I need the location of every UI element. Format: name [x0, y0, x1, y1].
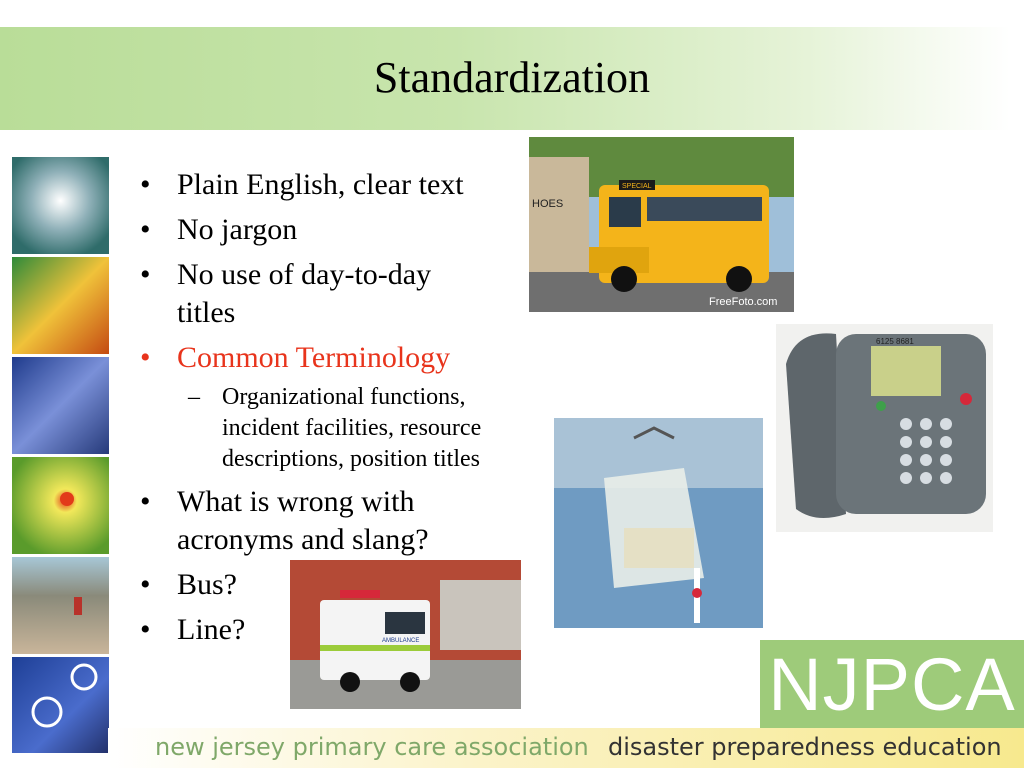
svg-text:6125 8681: 6125 8681 — [876, 337, 914, 346]
iv-bag-photo — [554, 418, 763, 628]
bullet-item: • No use of day-to-day titles — [140, 258, 432, 329]
sub-bullet-item: – Organizational functions, incident facilities, resource descriptions, position titles — [188, 384, 482, 472]
svg-text:FreeFoto.com: FreeFoto.com — [709, 296, 778, 308]
bullet-item-highlighted: • Common Terminology — [140, 341, 451, 374]
bullet-item: • What is wrong with acronyms and slang? — [140, 485, 429, 556]
bullet-item: • Plain English, clear text — [140, 168, 464, 201]
slide-title: Standardization — [373, 53, 651, 102]
bullet-item: • Bus? — [140, 568, 237, 601]
school-bus-photo — [529, 137, 794, 312]
lab-tubes-tile — [12, 257, 109, 354]
svg-text:SPECIAL: SPECIAL — [622, 183, 652, 190]
hurricane-tile — [12, 157, 109, 254]
computer-tile — [12, 357, 109, 454]
bullet-list — [140, 166, 520, 384]
target-tile — [12, 457, 109, 554]
footer-program: disaster preparedness education — [608, 733, 1002, 761]
svg-text:HOES: HOES — [532, 198, 564, 210]
bullet-item: • No jargon — [140, 213, 298, 246]
njpca-logo: NJPCA — [768, 643, 1016, 726]
sub-bullet-list — [188, 382, 538, 475]
left-image-strip — [12, 157, 109, 753]
bullet-item: • Line? — [140, 613, 246, 646]
footer-association: new jersey primary care association — [155, 733, 589, 761]
sandbags-tile — [12, 557, 109, 654]
desk-phone-photo — [776, 324, 993, 532]
svg-text:AMBULANCE: AMBULANCE — [382, 638, 420, 644]
ambulance-photo — [290, 560, 521, 709]
